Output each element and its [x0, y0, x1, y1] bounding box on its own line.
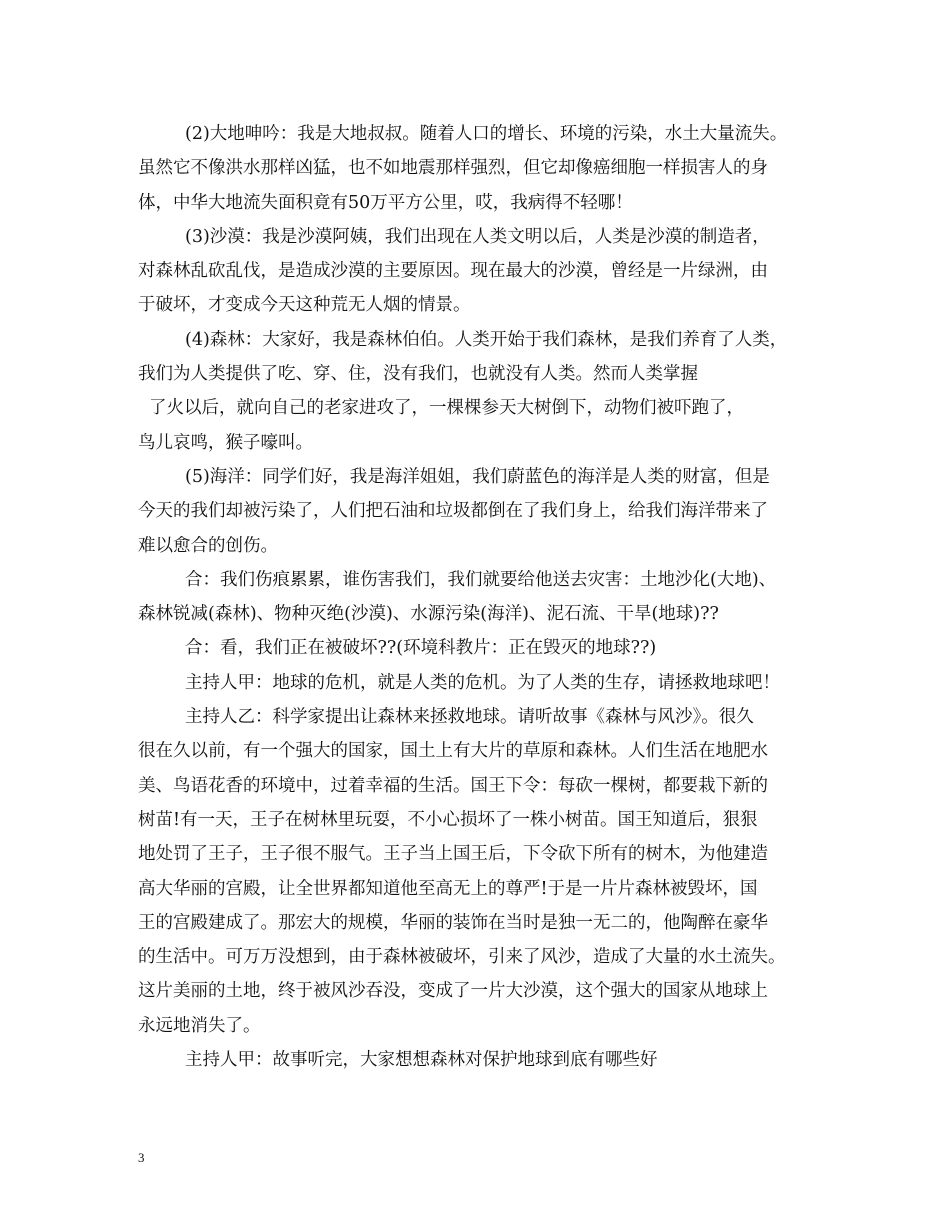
paragraph-line: (3)沙漠：我是沙漠阿姨，我们出现在人类文明以后，人类是沙漠的制造者，	[185, 226, 770, 247]
paragraph-line: 美、鸟语花香的环境中，过着幸福的生活。国王下令：每砍一棵树，都要栽下新的	[138, 775, 768, 796]
page-number: 3	[138, 1150, 145, 1165]
paragraph-line: 主持人甲：故事听完，大家想想森林对保护地球到底有哪些好	[185, 1050, 658, 1071]
paragraph-line: 合：看，我们正在被破坏??(环境科教片：正在毁灭的地球??)	[185, 638, 657, 659]
paragraph-line: 鸟儿哀鸣，猴子嚎叫。	[138, 432, 313, 453]
paragraph-line: 我们为人类提供了吃、穿、住，没有我们，也就没有人类。然而人类掌握	[138, 364, 698, 385]
paragraph-line: (2)大地呻吟：我是大地叔叔。随着人口的增长、环境的污染，水土大量流失。	[185, 124, 788, 144]
paragraph-line: 今天的我们却被污染了，人们把石油和垃圾都倒在了我们身上，给我们海洋带来了	[138, 501, 768, 522]
paragraph-line: 的生活中。可万万没想到，由于森林被破坏，引来了风沙，造成了大量的水土流失。	[138, 947, 786, 968]
paragraph-line: 这片美丽的土地，终于被风沙吞没，变成了一片大沙漠，这个强大的国家从地球上	[138, 981, 768, 1002]
paragraph-line: 主持人甲：地球的危机，就是人类的危机。为了人类的生存，请拯救地球吧！	[185, 672, 780, 693]
paragraph-line: 永远地消失了。	[138, 1015, 261, 1036]
paragraph-line: 难以愈合的创伤。	[138, 535, 278, 556]
paragraph-line: 主持人乙：科学家提出让森林来拯救地球。请听故事《森林与风沙》。很久	[185, 707, 754, 728]
paragraph-line: 了火以后，就向自己的老家进攻了，一棵棵参天大树倒下，动物们被吓跑了，	[149, 398, 744, 419]
paragraph-line: 于破坏，才变成今天这种荒无人烟的情景。	[138, 295, 471, 316]
paragraph-line: 虽然它不像洪水那样凶猛，也不如地震那样强烈，但它却像癌细胞一样损害人的身	[138, 158, 768, 179]
paragraph-line: 树苗!有一天，王子在树林里玩耍，不小心损坏了一株小树苗。国王知道后，狠狠	[138, 809, 758, 830]
paragraph-line: (4)森林：大家好，我是森林伯伯。人类开始于我们森林，是我们养育了人类，	[185, 329, 788, 350]
paragraph-line: 王的宫殿建成了。那宏大的规模，华丽的装饰在当时是独一无二的，他陶醉在豪华	[138, 912, 768, 933]
paragraph-line: 合：我们伤痕累累，谁伤害我们，我们就要给他送去灾害：土地沙化(大地)、	[185, 569, 777, 590]
paragraph-line: 高大华丽的宫殿，让全世界都知道他至高无上的尊严!于是一片片森林被毁坏，国	[138, 878, 758, 899]
paragraph-line: 对森林乱砍乱伐，是造成沙漠的主要原因。现在最大的沙漠，曾经是一片绿洲，由	[138, 261, 768, 282]
paragraph-line: (5)海洋：同学们好，我是海洋姐姐，我们蔚蓝色的海洋是人类的财富，但是	[185, 466, 770, 487]
paragraph-line: 体，中华大地流失面积竟有50万平方公里，哎，我病得不轻哪！	[138, 192, 633, 213]
paragraph-line: 很在久以前，有一个强大的国家，国土上有大片的草原和森林。人们生活在地肥水	[138, 741, 768, 762]
paragraph-line: 森林锐减(森林)、物种灭绝(沙漠)、水源污染(海洋)、泥石流、干旱(地球)??	[138, 604, 719, 625]
paragraph-line: 地处罚了王子，王子很不服气。王子当上国王后，下令砍下所有的树木，为他建造	[138, 844, 768, 865]
document-body	[138, 117, 818, 1077]
